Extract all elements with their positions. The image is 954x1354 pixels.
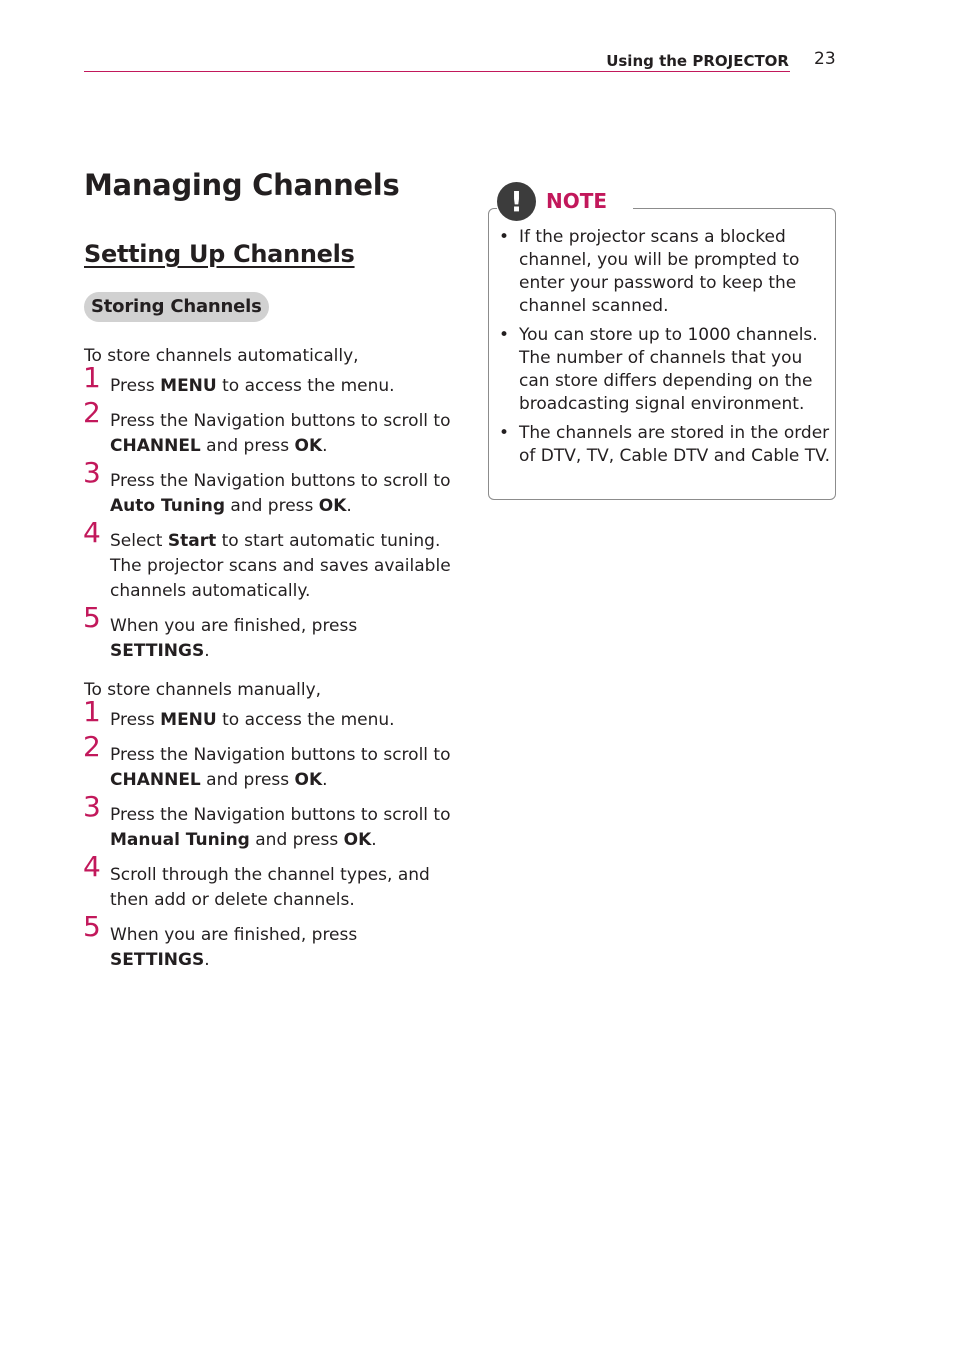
section-heading: Setting Up Channels (84, 240, 355, 268)
step-keyword: MENU (160, 710, 217, 730)
step-text: to access the menu. (216, 710, 395, 730)
step-text: Press (110, 710, 161, 730)
manual-intro: To store channels manually, (84, 680, 322, 700)
bullet-icon: • (499, 423, 510, 443)
step-item (83, 790, 454, 853)
step-text: . (322, 770, 328, 790)
note-label: NOTE (546, 189, 608, 213)
step-number: 4 (83, 850, 101, 883)
step-text: . (346, 496, 352, 516)
auto-steps (83, 361, 454, 664)
step-keyword: OK (294, 436, 323, 456)
step-keyword: Start (167, 531, 217, 551)
bullet-icon: • (499, 227, 510, 247)
step-keyword: MENU (160, 376, 217, 396)
step-keyword: OK (343, 830, 372, 850)
step-item (83, 730, 454, 793)
manual-steps (83, 695, 454, 973)
step-text: Select (110, 531, 168, 551)
step-text: to access the menu. (216, 376, 395, 396)
step-number: 1 (83, 361, 101, 394)
step-item (83, 910, 454, 973)
step-item (83, 695, 454, 733)
step-text: Press the Navigation buttons to scroll to (110, 805, 451, 825)
bullet-icon: • (499, 325, 510, 345)
step-text: . (371, 830, 377, 850)
exclamation-icon: ! (497, 182, 536, 221)
note-item (498, 324, 834, 416)
step-keyword: CHANNEL (110, 436, 201, 456)
step-text: . (204, 641, 210, 661)
step-text: Press the Navigation buttons to scroll to (110, 745, 451, 765)
note-text: You can store up to 1000 channels. The number of channels that you can store differs depending on the broadcasting signal environment. (519, 325, 818, 414)
note-text: If the projector scans a blocked channel, you will be prompted to enter your password to keep the channel scanned. (519, 227, 800, 316)
step-number: 2 (83, 396, 101, 429)
note-item (498, 226, 834, 318)
step-number: 2 (83, 730, 101, 763)
step-text: Press the Navigation buttons to scroll to (110, 411, 451, 431)
header-rule (84, 71, 790, 72)
step-item (83, 601, 454, 664)
step-text: and press (249, 830, 344, 850)
subsection-badge: Storing Channels (84, 292, 269, 322)
step-item (83, 396, 454, 459)
page-title: Managing Channels (84, 168, 400, 202)
step-text: When you are finished, press (110, 925, 358, 945)
step-number: 3 (83, 456, 101, 489)
step-text: . (204, 950, 210, 970)
step-text: Press the Navigation buttons to scroll to (110, 471, 451, 491)
step-text: Press (110, 376, 161, 396)
step-number: 3 (83, 790, 101, 823)
step-item (83, 456, 454, 519)
step-number: 5 (83, 910, 101, 943)
step-item (83, 361, 454, 399)
step-number: 5 (83, 601, 101, 634)
step-keyword: Manual Tuning (110, 830, 250, 850)
step-number: 1 (83, 695, 101, 728)
step-text: to start automatic tuning. The projector scans and saves available channels automatically. (110, 531, 451, 601)
page-number: 23 (814, 49, 836, 69)
step-keyword: CHANNEL (110, 770, 201, 790)
step-number: 4 (83, 516, 101, 549)
step-keyword: SETTINGS (110, 950, 205, 970)
step-keyword: SETTINGS (110, 641, 205, 661)
step-text: . (322, 436, 328, 456)
step-keyword: Auto Tuning (110, 496, 226, 516)
step-item (83, 516, 454, 604)
note-list (498, 226, 834, 474)
note-text: The channels are stored in the order of DTV, TV, Cable DTV and Cable TV. (519, 423, 830, 466)
note-item (498, 422, 834, 468)
note-header (497, 180, 633, 222)
auto-intro: To store channels automatically, (84, 346, 359, 366)
step-text: Scroll through the channel types, and then add or delete channels. (110, 865, 430, 910)
step-keyword: OK (294, 770, 323, 790)
main-column (84, 168, 454, 973)
step-text: and press (200, 770, 295, 790)
step-keyword: OK (318, 496, 347, 516)
step-text: and press (225, 496, 319, 516)
step-item (83, 850, 454, 913)
header-section-name: Using the PROJECTOR (606, 52, 789, 70)
step-text: When you are finished, press (110, 616, 358, 636)
step-text: and press (200, 436, 295, 456)
